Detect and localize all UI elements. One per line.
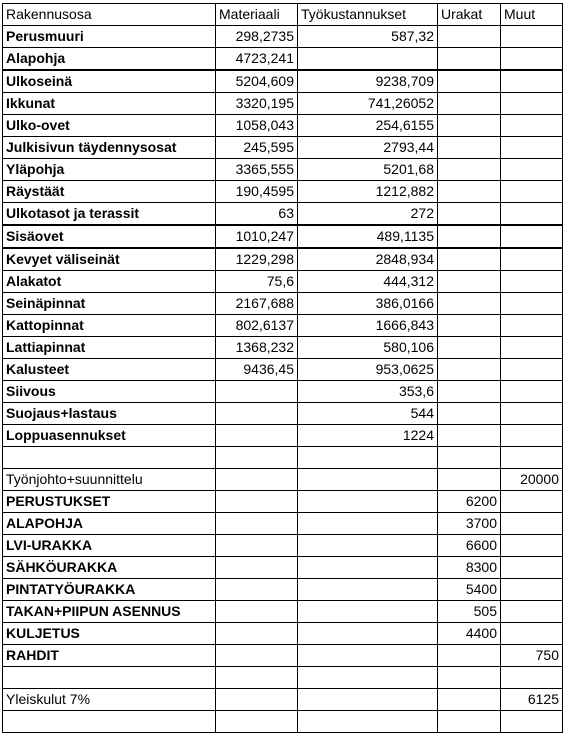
labor-cell[interactable]: 741,26052 bbox=[298, 93, 438, 115]
header-muut[interactable]: Muut bbox=[501, 4, 563, 26]
other-cell[interactable] bbox=[501, 293, 563, 315]
name-cell[interactable]: Työnjohto+suunnittelu bbox=[3, 469, 216, 491]
contract-cell[interactable] bbox=[438, 667, 501, 689]
contract-cell[interactable] bbox=[438, 225, 501, 248]
material-cell[interactable] bbox=[216, 469, 298, 491]
labor-cell[interactable]: 353,6 bbox=[298, 381, 438, 403]
labor-cell[interactable]: 444,312 bbox=[298, 271, 438, 293]
material-cell[interactable] bbox=[216, 667, 298, 689]
material-cell[interactable]: 1058,043 bbox=[216, 115, 298, 137]
name-cell[interactable]: RAHDIT bbox=[3, 645, 216, 667]
material-cell[interactable]: 190,4595 bbox=[216, 181, 298, 203]
labor-cell[interactable] bbox=[298, 711, 438, 733]
material-cell[interactable] bbox=[216, 645, 298, 667]
contract-cell[interactable] bbox=[438, 271, 501, 293]
material-cell[interactable] bbox=[216, 381, 298, 403]
name-cell[interactable]: PINTATYÖURAKKA bbox=[3, 579, 216, 601]
header-urakat[interactable]: Urakat bbox=[438, 4, 501, 26]
other-cell[interactable] bbox=[501, 137, 563, 159]
table-row bbox=[3, 469, 563, 491]
material-cell[interactable] bbox=[216, 447, 298, 469]
labor-cell[interactable] bbox=[298, 579, 438, 601]
labor-cell[interactable] bbox=[298, 535, 438, 557]
material-cell[interactable] bbox=[216, 535, 298, 557]
other-cell[interactable] bbox=[501, 667, 563, 689]
table-row bbox=[3, 315, 563, 337]
labor-cell[interactable] bbox=[298, 623, 438, 645]
contract-cell[interactable] bbox=[438, 711, 501, 733]
name-cell[interactable]: Yleiskulut 7% bbox=[3, 689, 216, 711]
table-row bbox=[3, 93, 563, 115]
other-cell[interactable] bbox=[501, 491, 563, 513]
other-cell[interactable] bbox=[501, 159, 563, 181]
labor-cell[interactable] bbox=[298, 689, 438, 711]
other-cell[interactable] bbox=[501, 579, 563, 601]
labor-cell[interactable]: 587,32 bbox=[298, 26, 438, 48]
other-cell[interactable] bbox=[501, 623, 563, 645]
name-cell[interactable]: LVI-URAKKA bbox=[3, 535, 216, 557]
other-cell[interactable] bbox=[501, 248, 563, 271]
name-cell[interactable]: SÄHKÖURAKKA bbox=[3, 557, 216, 579]
other-cell[interactable] bbox=[501, 181, 563, 203]
table-row bbox=[3, 535, 563, 557]
name-cell[interactable]: Lattiapinnat bbox=[3, 337, 216, 359]
material-cell[interactable] bbox=[216, 403, 298, 425]
material-cell[interactable] bbox=[216, 425, 298, 447]
name-cell[interactable]: Alapohja bbox=[3, 48, 216, 71]
labor-cell[interactable]: 2848,934 bbox=[298, 248, 438, 271]
labor-cell[interactable]: 272 bbox=[298, 203, 438, 226]
table-row bbox=[3, 425, 563, 447]
name-cell[interactable]: Loppuasennukset bbox=[3, 425, 216, 447]
contract-cell[interactable]: 6600 bbox=[438, 535, 501, 557]
material-cell[interactable] bbox=[216, 601, 298, 623]
material-cell[interactable]: 245,595 bbox=[216, 137, 298, 159]
contract-cell[interactable] bbox=[438, 48, 501, 71]
labor-cell[interactable]: 386,0166 bbox=[298, 293, 438, 315]
material-cell[interactable] bbox=[216, 579, 298, 601]
labor-cell[interactable]: 1666,843 bbox=[298, 315, 438, 337]
contract-cell[interactable]: 8300 bbox=[438, 557, 501, 579]
material-cell[interactable]: 63 bbox=[216, 203, 298, 226]
labor-cell[interactable] bbox=[298, 48, 438, 71]
material-cell[interactable] bbox=[216, 513, 298, 535]
material-cell[interactable]: 1229,298 bbox=[216, 248, 298, 271]
name-cell[interactable]: Julkisivun täydennysosat bbox=[3, 137, 216, 159]
contract-cell[interactable] bbox=[438, 425, 501, 447]
labor-cell[interactable] bbox=[298, 513, 438, 535]
table-row bbox=[3, 667, 563, 689]
header-rakennusosa[interactable]: Rakennusosa bbox=[3, 4, 216, 26]
name-cell[interactable]: Kattopinnat bbox=[3, 315, 216, 337]
other-cell[interactable] bbox=[501, 48, 563, 71]
table-row bbox=[3, 293, 563, 315]
contract-cell[interactable] bbox=[438, 248, 501, 271]
other-cell[interactable] bbox=[501, 70, 563, 93]
name-cell[interactable]: Sisäovet bbox=[3, 225, 216, 248]
material-cell[interactable]: 1010,247 bbox=[216, 225, 298, 248]
other-cell[interactable] bbox=[501, 115, 563, 137]
name-cell[interactable]: Ulkoseinä bbox=[3, 70, 216, 93]
labor-cell[interactable]: 1212,882 bbox=[298, 181, 438, 203]
labor-cell[interactable]: 544 bbox=[298, 403, 438, 425]
material-cell[interactable]: 75,6 bbox=[216, 271, 298, 293]
contract-cell[interactable] bbox=[438, 403, 501, 425]
name-cell[interactable]: TAKAN+PIIPUN ASENNUS bbox=[3, 601, 216, 623]
name-cell[interactable]: Suojaus+lastaus bbox=[3, 403, 216, 425]
name-cell[interactable]: Alakatot bbox=[3, 271, 216, 293]
material-cell[interactable]: 802,6137 bbox=[216, 315, 298, 337]
other-cell[interactable] bbox=[501, 381, 563, 403]
name-cell[interactable]: PERUSTUKSET bbox=[3, 491, 216, 513]
table-row bbox=[3, 447, 563, 469]
name-cell[interactable]: Siivous bbox=[3, 381, 216, 403]
name-cell[interactable]: Kalusteet bbox=[3, 359, 216, 381]
table-row bbox=[3, 513, 563, 535]
name-cell[interactable]: Perusmuuri bbox=[3, 26, 216, 48]
table-row bbox=[3, 579, 563, 601]
name-cell[interactable]: Seinäpinnat bbox=[3, 293, 216, 315]
material-cell[interactable]: 3320,195 bbox=[216, 93, 298, 115]
labor-cell[interactable]: 254,6155 bbox=[298, 115, 438, 137]
table-row bbox=[3, 203, 563, 226]
material-cell[interactable]: 4723,241 bbox=[216, 48, 298, 71]
table-row bbox=[3, 115, 563, 137]
contract-cell[interactable] bbox=[438, 359, 501, 381]
table-row bbox=[3, 181, 563, 203]
material-cell[interactable]: 2167,688 bbox=[216, 293, 298, 315]
material-cell[interactable]: 9436,45 bbox=[216, 359, 298, 381]
other-cell[interactable] bbox=[501, 93, 563, 115]
contract-cell[interactable] bbox=[438, 381, 501, 403]
labor-cell[interactable]: 2793,44 bbox=[298, 137, 438, 159]
header-row bbox=[3, 4, 563, 26]
other-cell[interactable] bbox=[501, 425, 563, 447]
name-cell[interactable] bbox=[3, 447, 216, 469]
contract-cell[interactable] bbox=[438, 159, 501, 181]
labor-cell[interactable]: 1224 bbox=[298, 425, 438, 447]
other-cell[interactable] bbox=[501, 403, 563, 425]
contract-cell[interactable] bbox=[438, 315, 501, 337]
labor-cell[interactable]: 5201,68 bbox=[298, 159, 438, 181]
name-cell[interactable]: KULJETUS bbox=[3, 623, 216, 645]
contract-cell[interactable] bbox=[438, 337, 501, 359]
header-materiaali[interactable]: Materiaali bbox=[216, 4, 298, 26]
table-row bbox=[3, 248, 563, 271]
labor-cell[interactable]: 489,1135 bbox=[298, 225, 438, 248]
other-cell[interactable]: 750 bbox=[501, 645, 563, 667]
table-row bbox=[3, 159, 563, 181]
name-cell[interactable]: ALAPOHJA bbox=[3, 513, 216, 535]
name-cell[interactable]: Ulkotasot ja terassit bbox=[3, 203, 216, 226]
table-row bbox=[3, 359, 563, 381]
other-cell[interactable] bbox=[501, 447, 563, 469]
labor-cell[interactable]: 580,106 bbox=[298, 337, 438, 359]
material-cell[interactable] bbox=[216, 491, 298, 513]
table-row bbox=[3, 645, 563, 667]
labor-cell[interactable] bbox=[298, 557, 438, 579]
name-cell[interactable]: Kevyet väliseinät bbox=[3, 248, 216, 271]
name-cell[interactable] bbox=[3, 667, 216, 689]
labor-cell[interactable] bbox=[298, 447, 438, 469]
table-row bbox=[3, 70, 563, 93]
table-row bbox=[3, 601, 563, 623]
table-row bbox=[3, 337, 563, 359]
material-cell[interactable] bbox=[216, 689, 298, 711]
contract-cell[interactable] bbox=[438, 93, 501, 115]
table-row bbox=[3, 403, 563, 425]
cost-table bbox=[2, 3, 563, 733]
name-cell[interactable] bbox=[3, 711, 216, 733]
name-cell[interactable]: Ikkunat bbox=[3, 93, 216, 115]
other-cell[interactable] bbox=[501, 601, 563, 623]
table-row bbox=[3, 557, 563, 579]
other-cell[interactable] bbox=[501, 711, 563, 733]
material-cell[interactable]: 1368,232 bbox=[216, 337, 298, 359]
labor-cell[interactable] bbox=[298, 601, 438, 623]
other-cell[interactable] bbox=[501, 225, 563, 248]
name-cell[interactable]: Räystäät bbox=[3, 181, 216, 203]
material-cell[interactable]: 3365,555 bbox=[216, 159, 298, 181]
material-cell[interactable]: 5204,609 bbox=[216, 70, 298, 93]
contract-cell[interactable] bbox=[438, 181, 501, 203]
other-cell[interactable] bbox=[501, 271, 563, 293]
table-row bbox=[3, 137, 563, 159]
material-cell[interactable] bbox=[216, 623, 298, 645]
labor-cell[interactable]: 9238,709 bbox=[298, 70, 438, 93]
name-cell[interactable]: Yläpohja bbox=[3, 159, 216, 181]
table-row bbox=[3, 26, 563, 48]
material-cell[interactable]: 298,2735 bbox=[216, 26, 298, 48]
contract-cell[interactable]: 505 bbox=[438, 601, 501, 623]
other-cell[interactable] bbox=[501, 557, 563, 579]
other-cell[interactable] bbox=[501, 337, 563, 359]
other-cell[interactable] bbox=[501, 359, 563, 381]
other-cell[interactable] bbox=[501, 26, 563, 48]
table-row bbox=[3, 711, 563, 733]
table-row bbox=[3, 48, 563, 71]
contract-cell[interactable] bbox=[438, 645, 501, 667]
name-cell[interactable]: Ulko-ovet bbox=[3, 115, 216, 137]
other-cell[interactable] bbox=[501, 535, 563, 557]
labor-cell[interactable] bbox=[298, 645, 438, 667]
contract-cell[interactable] bbox=[438, 447, 501, 469]
table-row bbox=[3, 225, 563, 248]
labor-cell[interactable] bbox=[298, 491, 438, 513]
contract-cell[interactable] bbox=[438, 115, 501, 137]
other-cell[interactable] bbox=[501, 203, 563, 226]
table-row bbox=[3, 491, 563, 513]
table-row bbox=[3, 271, 563, 293]
contract-cell[interactable] bbox=[438, 469, 501, 491]
labor-cell[interactable] bbox=[298, 469, 438, 491]
table-row bbox=[3, 623, 563, 645]
other-cell[interactable]: 6125 bbox=[501, 689, 563, 711]
contract-cell[interactable]: 3700 bbox=[438, 513, 501, 535]
table-row bbox=[3, 381, 563, 403]
material-cell[interactable] bbox=[216, 557, 298, 579]
other-cell[interactable] bbox=[501, 315, 563, 337]
table-row bbox=[3, 689, 563, 711]
contract-cell[interactable] bbox=[438, 70, 501, 93]
contract-cell[interactable]: 5400 bbox=[438, 579, 501, 601]
other-cell[interactable]: 20000 bbox=[501, 469, 563, 491]
labor-cell[interactable] bbox=[298, 667, 438, 689]
contract-cell[interactable] bbox=[438, 137, 501, 159]
contract-cell[interactable] bbox=[438, 689, 501, 711]
contract-cell[interactable]: 6200 bbox=[438, 491, 501, 513]
contract-cell[interactable] bbox=[438, 26, 501, 48]
contract-cell[interactable] bbox=[438, 203, 501, 226]
contract-cell[interactable] bbox=[438, 293, 501, 315]
material-cell[interactable] bbox=[216, 711, 298, 733]
labor-cell[interactable]: 953,0625 bbox=[298, 359, 438, 381]
contract-cell[interactable]: 4400 bbox=[438, 623, 501, 645]
other-cell[interactable] bbox=[501, 513, 563, 535]
header-tyokustannukset[interactable]: Työkustannukset bbox=[298, 4, 438, 26]
